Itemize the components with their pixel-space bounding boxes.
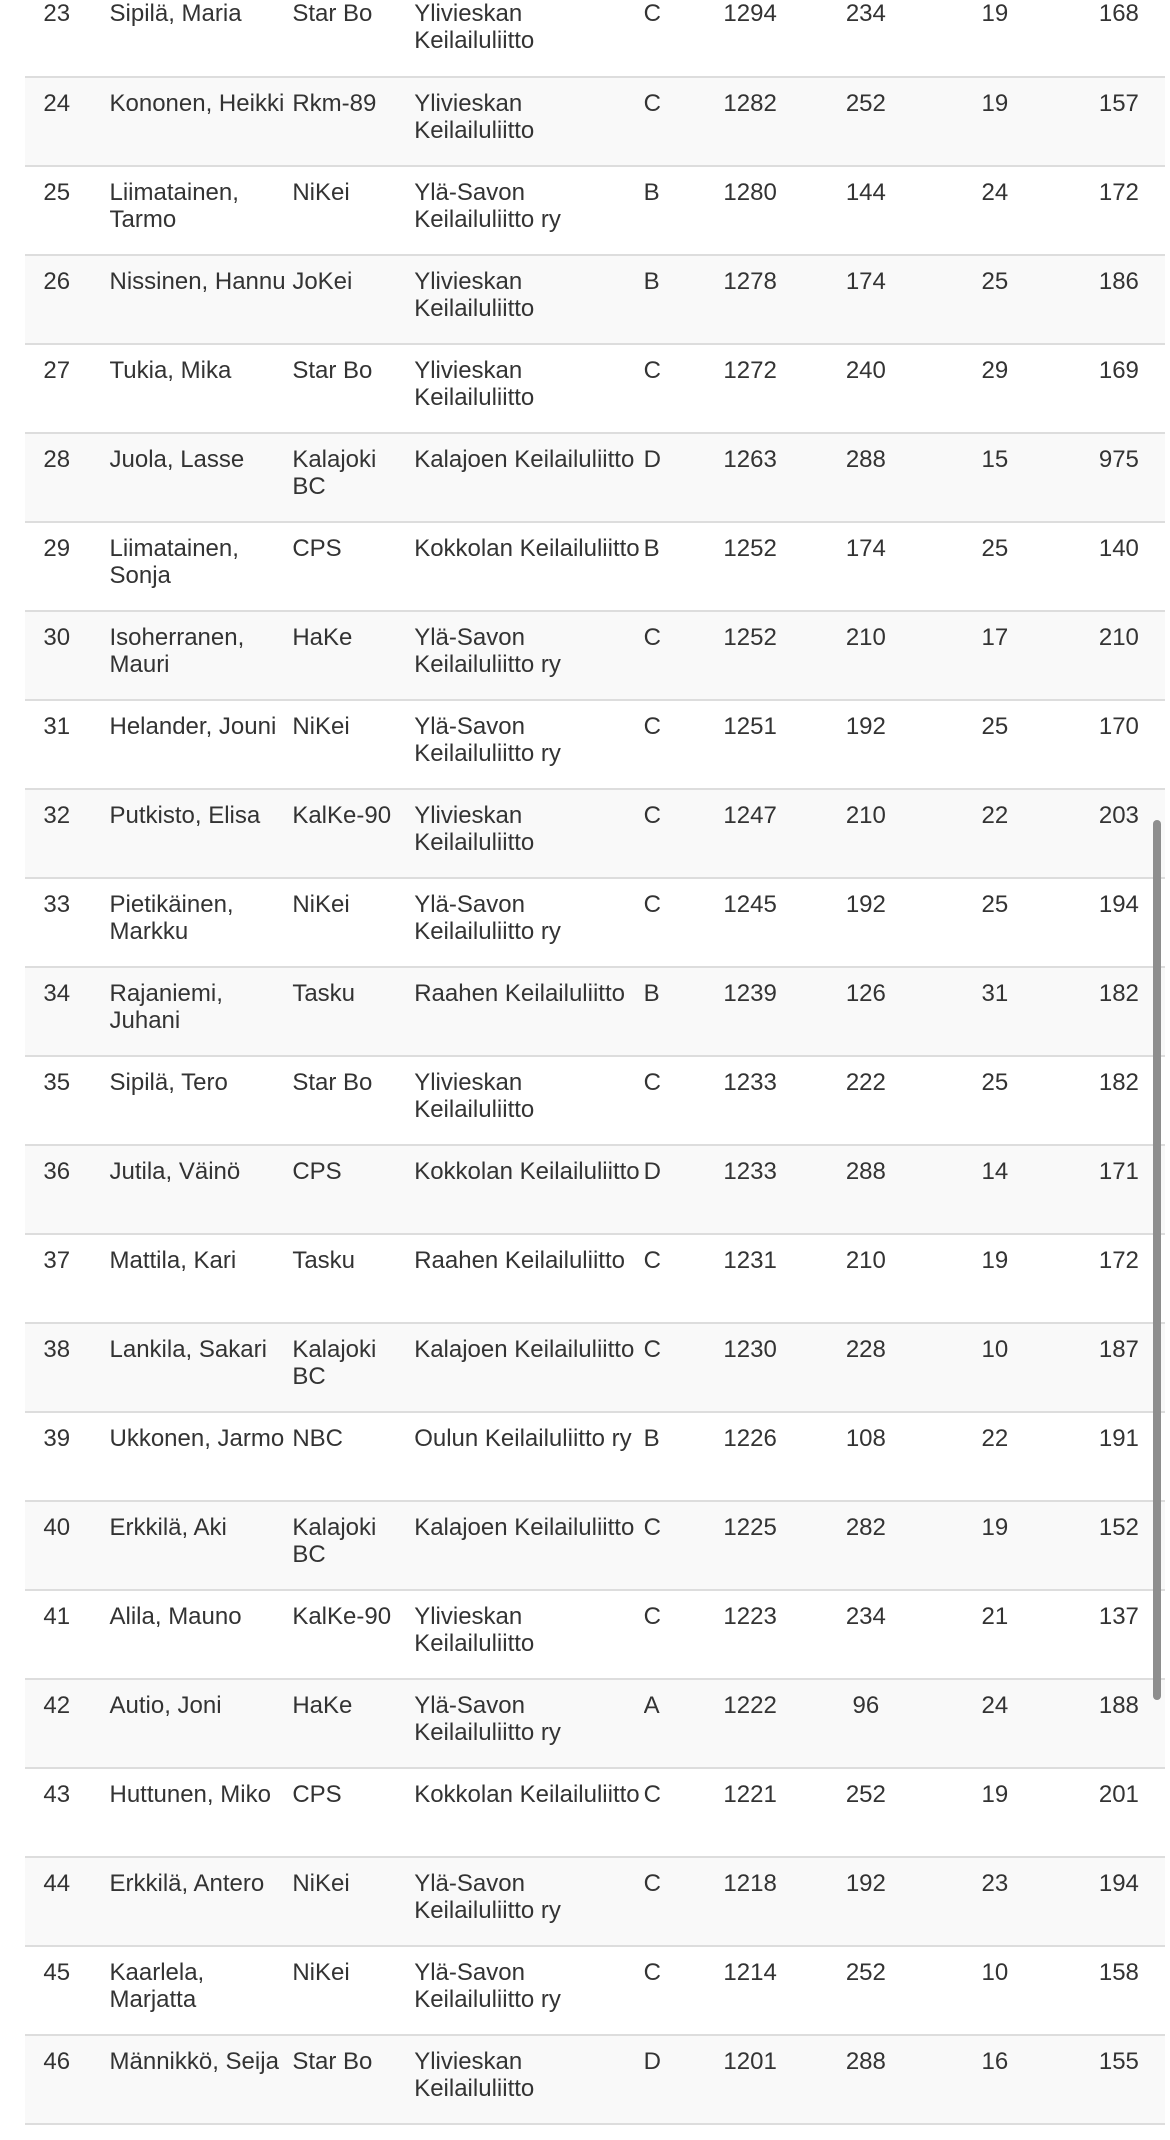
table-row bbox=[25, 77, 1165, 166]
best-score-cell: 210 bbox=[1098, 624, 1139, 651]
best-score-cell: 157 bbox=[1098, 90, 1139, 117]
total-score-cell: 1294 bbox=[723, 0, 777, 27]
table-row bbox=[25, 1857, 1165, 1946]
table-row bbox=[25, 1590, 1165, 1679]
games-cell: 25 bbox=[981, 268, 1009, 295]
total-score-cell: 1201 bbox=[723, 2048, 777, 2075]
association-cell: Ylivieskan Keilailuliitto bbox=[414, 357, 535, 411]
player-name-cell: Lankila, Sakari bbox=[109, 1336, 267, 1363]
handicap-cell: 126 bbox=[845, 980, 886, 1007]
games-cell: 22 bbox=[981, 1425, 1009, 1452]
handicap-cell: 192 bbox=[845, 891, 886, 918]
handicap-cell: 234 bbox=[845, 0, 886, 27]
class-cell: C bbox=[643, 1781, 661, 1808]
games-cell: 25 bbox=[981, 713, 1009, 740]
best-score-cell: 187 bbox=[1098, 1336, 1139, 1363]
player-name-cell: Kaarlela, Marjatta bbox=[109, 1959, 205, 2013]
class-cell: C bbox=[643, 1247, 661, 1274]
association-cell: Kalajoen Keilailuliitto bbox=[414, 1336, 635, 1363]
table-row bbox=[25, 344, 1165, 433]
total-score-cell: 1230 bbox=[723, 1336, 777, 1363]
table-row bbox=[25, 433, 1165, 522]
games-cell: 10 bbox=[981, 1336, 1009, 1363]
table-row bbox=[25, 1412, 1165, 1501]
total-score-cell: 1221 bbox=[723, 1781, 777, 1808]
games-cell: 21 bbox=[981, 1603, 1009, 1630]
player-name-cell: Putkisto, Elisa bbox=[109, 802, 261, 829]
best-score-cell: 203 bbox=[1098, 802, 1139, 829]
association-cell: Ylivieskan Keilailuliitto bbox=[414, 1603, 535, 1657]
rank-cell: 35 bbox=[43, 1069, 71, 1096]
association-cell: Kalajoen Keilailuliitto bbox=[414, 1514, 635, 1541]
games-cell: 24 bbox=[981, 179, 1009, 206]
total-score-cell: 1247 bbox=[723, 802, 777, 829]
club-cell: HaKe bbox=[292, 624, 353, 651]
total-score-cell: 1282 bbox=[723, 90, 777, 117]
handicap-cell: 282 bbox=[845, 1514, 886, 1541]
handicap-cell: 108 bbox=[845, 1425, 886, 1452]
club-cell: NiKei bbox=[292, 1870, 350, 1897]
rank-cell: 46 bbox=[43, 2048, 71, 2075]
handicap-cell: 288 bbox=[845, 446, 886, 473]
total-score-cell: 1252 bbox=[723, 535, 777, 562]
handicap-cell: 174 bbox=[845, 535, 886, 562]
class-cell: C bbox=[643, 1069, 661, 1096]
class-cell: C bbox=[643, 90, 661, 117]
rank-cell: 38 bbox=[43, 1336, 71, 1363]
table-row bbox=[25, 255, 1165, 344]
club-cell: KalKe-90 bbox=[292, 802, 392, 829]
rank-cell: 23 bbox=[43, 0, 71, 27]
total-score-cell: 1233 bbox=[723, 1069, 777, 1096]
games-cell: 19 bbox=[981, 1247, 1009, 1274]
rank-cell: 31 bbox=[43, 713, 71, 740]
association-cell: Ylivieskan Keilailuliitto bbox=[414, 90, 535, 144]
club-cell: Kalajoki BC bbox=[292, 1514, 377, 1568]
games-cell: 19 bbox=[981, 1514, 1009, 1541]
best-score-cell: 975 bbox=[1098, 446, 1139, 473]
club-cell: Star Bo bbox=[292, 357, 373, 384]
class-cell: C bbox=[643, 1336, 661, 1363]
association-cell: Ylä-Savon Keilailuliitto ry bbox=[414, 1959, 561, 2013]
player-name-cell: Alila, Mauno bbox=[109, 1603, 242, 1630]
player-name-cell: Erkkilä, Antero bbox=[109, 1870, 265, 1897]
total-score-cell: 1251 bbox=[723, 713, 777, 740]
best-score-cell: 191 bbox=[1098, 1425, 1139, 1452]
class-cell: A bbox=[643, 1692, 660, 1719]
table-row bbox=[25, 1323, 1165, 1412]
class-cell: C bbox=[643, 624, 661, 651]
rank-cell: 44 bbox=[43, 1870, 71, 1897]
player-name-cell: Liimatainen, Sonja bbox=[109, 535, 239, 589]
handicap-cell: 288 bbox=[845, 1158, 886, 1185]
class-cell: C bbox=[643, 0, 661, 27]
total-score-cell: 1214 bbox=[723, 1959, 777, 1986]
total-score-cell: 1223 bbox=[723, 1603, 777, 1630]
player-name-cell: Nissinen, Hannu bbox=[109, 268, 286, 295]
class-cell: C bbox=[643, 1514, 661, 1541]
handicap-cell: 96 bbox=[852, 1692, 880, 1719]
table-row bbox=[25, 789, 1165, 878]
rank-cell: 45 bbox=[43, 1959, 71, 1986]
club-cell: KalKe-90 bbox=[292, 1603, 392, 1630]
table-row bbox=[25, 1768, 1165, 1857]
total-score-cell: 1280 bbox=[723, 179, 777, 206]
best-score-cell: 201 bbox=[1098, 1781, 1139, 1808]
rank-cell: 24 bbox=[43, 90, 71, 117]
club-cell: CPS bbox=[292, 535, 342, 562]
handicap-cell: 222 bbox=[845, 1069, 886, 1096]
games-cell: 10 bbox=[981, 1959, 1009, 1986]
player-name-cell: Pietikäinen, Markku bbox=[109, 891, 234, 945]
player-name-cell: Autio, Joni bbox=[109, 1692, 222, 1719]
player-name-cell: Kononen, Heikki bbox=[109, 90, 285, 117]
best-score-cell: 182 bbox=[1098, 980, 1139, 1007]
total-score-cell: 1245 bbox=[723, 891, 777, 918]
rank-cell: 27 bbox=[43, 357, 71, 384]
table-row bbox=[25, 1946, 1165, 2035]
club-cell: CPS bbox=[292, 1158, 342, 1185]
best-score-cell: 137 bbox=[1098, 1603, 1139, 1630]
association-cell: Raahen Keilailuliitto bbox=[414, 980, 625, 1007]
player-name-cell: Rajaniemi, Juhani bbox=[109, 980, 223, 1034]
class-cell: C bbox=[643, 357, 661, 384]
class-cell: B bbox=[643, 535, 660, 562]
best-score-cell: 172 bbox=[1098, 1247, 1139, 1274]
games-cell: 22 bbox=[981, 802, 1009, 829]
table-row bbox=[25, 1501, 1165, 1590]
handicap-cell: 192 bbox=[845, 1870, 886, 1897]
table-row bbox=[25, 1145, 1165, 1234]
class-cell: C bbox=[643, 1959, 661, 1986]
association-cell: Raahen Keilailuliitto bbox=[414, 1247, 625, 1274]
best-score-cell: 155 bbox=[1098, 2048, 1139, 2075]
rank-cell: 36 bbox=[43, 1158, 71, 1185]
player-name-cell: Ukkonen, Jarmo bbox=[109, 1425, 285, 1452]
rank-cell: 25 bbox=[43, 179, 71, 206]
association-cell: Ylivieskan Keilailuliitto bbox=[414, 1069, 535, 1123]
games-cell: 19 bbox=[981, 0, 1009, 27]
club-cell: NiKei bbox=[292, 713, 350, 740]
player-name-cell: Liimatainen, Tarmo bbox=[109, 179, 239, 233]
class-cell: B bbox=[643, 179, 660, 206]
best-score-cell: 194 bbox=[1098, 1870, 1139, 1897]
best-score-cell: 188 bbox=[1098, 1692, 1139, 1719]
rank-cell: 42 bbox=[43, 1692, 71, 1719]
handicap-cell: 192 bbox=[845, 713, 886, 740]
handicap-cell: 174 bbox=[845, 268, 886, 295]
total-score-cell: 1231 bbox=[723, 1247, 777, 1274]
total-score-cell: 1222 bbox=[723, 1692, 777, 1719]
class-cell: B bbox=[643, 980, 660, 1007]
results-table-body bbox=[25, 0, 1165, 2124]
table-row bbox=[25, 1056, 1165, 1145]
best-score-cell: 186 bbox=[1098, 268, 1139, 295]
association-cell: Ylivieskan Keilailuliitto bbox=[414, 0, 535, 54]
club-cell: Tasku bbox=[292, 980, 356, 1007]
handicap-cell: 144 bbox=[845, 179, 886, 206]
best-score-cell: 169 bbox=[1098, 357, 1139, 384]
games-cell: 25 bbox=[981, 1069, 1009, 1096]
player-name-cell: Sipilä, Maria bbox=[109, 0, 242, 27]
association-cell: Ylivieskan Keilailuliitto bbox=[414, 802, 535, 856]
club-cell: Star Bo bbox=[292, 2048, 373, 2075]
class-cell: B bbox=[643, 1425, 660, 1452]
total-score-cell: 1225 bbox=[723, 1514, 777, 1541]
handicap-cell: 252 bbox=[845, 90, 886, 117]
best-score-cell: 182 bbox=[1098, 1069, 1139, 1096]
rank-cell: 30 bbox=[43, 624, 71, 651]
club-cell: Rkm-89 bbox=[292, 90, 377, 117]
best-score-cell: 171 bbox=[1098, 1158, 1139, 1185]
association-cell: Kokkolan Keilailuliitto bbox=[414, 1781, 640, 1808]
games-cell: 17 bbox=[981, 624, 1009, 651]
club-cell: Kalajoki BC bbox=[292, 1336, 377, 1390]
class-cell: C bbox=[643, 1603, 661, 1630]
games-cell: 16 bbox=[981, 2048, 1009, 2075]
best-score-cell: 152 bbox=[1098, 1514, 1139, 1541]
best-score-cell: 170 bbox=[1098, 713, 1139, 740]
player-name-cell: Juola, Lasse bbox=[109, 446, 245, 473]
table-row bbox=[25, 611, 1165, 700]
handicap-cell: 210 bbox=[845, 1247, 886, 1274]
player-name-cell: Sipilä, Tero bbox=[109, 1069, 228, 1096]
rank-cell: 39 bbox=[43, 1425, 71, 1452]
games-cell: 14 bbox=[981, 1158, 1009, 1185]
club-cell: JoKei bbox=[292, 268, 353, 295]
player-name-cell: Isoherranen, Mauri bbox=[109, 624, 245, 678]
total-score-cell: 1218 bbox=[723, 1870, 777, 1897]
rank-cell: 28 bbox=[43, 446, 71, 473]
games-cell: 19 bbox=[981, 1781, 1009, 1808]
table-row bbox=[25, 2035, 1165, 2124]
player-name-cell: Tukia, Mika bbox=[109, 357, 232, 384]
association-cell: Oulun Keilailuliitto ry bbox=[414, 1425, 632, 1452]
rank-cell: 41 bbox=[43, 1603, 71, 1630]
association-cell: Ylä-Savon Keilailuliitto ry bbox=[414, 713, 561, 767]
total-score-cell: 1252 bbox=[723, 624, 777, 651]
association-cell: Ylä-Savon Keilailuliitto ry bbox=[414, 891, 561, 945]
class-cell: B bbox=[643, 268, 660, 295]
club-cell: NiKei bbox=[292, 179, 350, 206]
games-cell: 24 bbox=[981, 1692, 1009, 1719]
rank-cell: 43 bbox=[43, 1781, 71, 1808]
association-cell: Ylivieskan Keilailuliitto bbox=[414, 2048, 535, 2102]
table-row bbox=[25, 967, 1165, 1056]
handicap-cell: 228 bbox=[845, 1336, 886, 1363]
club-cell: NiKei bbox=[292, 1959, 350, 1986]
total-score-cell: 1239 bbox=[723, 980, 777, 1007]
handicap-cell: 288 bbox=[845, 2048, 886, 2075]
best-score-cell: 168 bbox=[1098, 0, 1139, 27]
handicap-cell: 234 bbox=[845, 1603, 886, 1630]
club-cell: NBC bbox=[292, 1425, 343, 1452]
association-cell: Kokkolan Keilailuliitto bbox=[414, 535, 640, 562]
player-name-cell: Huttunen, Miko bbox=[109, 1781, 271, 1808]
rank-cell: 33 bbox=[43, 891, 71, 918]
results-table-container bbox=[25, 0, 1165, 2125]
association-cell: Ylä-Savon Keilailuliitto ry bbox=[414, 179, 561, 233]
rank-cell: 32 bbox=[43, 802, 71, 829]
total-score-cell: 1278 bbox=[723, 268, 777, 295]
class-cell: C bbox=[643, 891, 661, 918]
association-cell: Ylä-Savon Keilailuliitto ry bbox=[414, 624, 561, 678]
rank-cell: 40 bbox=[43, 1514, 71, 1541]
total-score-cell: 1233 bbox=[723, 1158, 777, 1185]
games-cell: 29 bbox=[981, 357, 1009, 384]
club-cell: Kalajoki BC bbox=[292, 446, 377, 500]
handicap-cell: 240 bbox=[845, 357, 886, 384]
games-cell: 31 bbox=[981, 980, 1009, 1007]
table-row bbox=[25, 166, 1165, 255]
association-cell: Ylivieskan Keilailuliitto bbox=[414, 268, 535, 322]
association-cell: Ylä-Savon Keilailuliitto ry bbox=[414, 1692, 561, 1746]
class-cell: D bbox=[643, 1158, 661, 1185]
total-score-cell: 1263 bbox=[723, 446, 777, 473]
rank-cell: 37 bbox=[43, 1247, 71, 1274]
vertical-scrollbar[interactable] bbox=[1153, 820, 1161, 1700]
games-cell: 19 bbox=[981, 90, 1009, 117]
club-cell: Star Bo bbox=[292, 0, 373, 27]
best-score-cell: 140 bbox=[1098, 535, 1139, 562]
handicap-cell: 210 bbox=[845, 624, 886, 651]
rank-cell: 34 bbox=[43, 980, 71, 1007]
games-cell: 23 bbox=[981, 1870, 1009, 1897]
club-cell: HaKe bbox=[292, 1692, 353, 1719]
best-score-cell: 172 bbox=[1098, 179, 1139, 206]
class-cell: D bbox=[643, 2048, 661, 2075]
total-score-cell: 1226 bbox=[723, 1425, 777, 1452]
table-row bbox=[25, 878, 1165, 967]
table-row bbox=[25, 1234, 1165, 1323]
games-cell: 15 bbox=[981, 446, 1009, 473]
class-cell: C bbox=[643, 802, 661, 829]
games-cell: 25 bbox=[981, 891, 1009, 918]
handicap-cell: 210 bbox=[845, 802, 886, 829]
rank-cell: 26 bbox=[43, 268, 71, 295]
handicap-cell: 252 bbox=[845, 1781, 886, 1808]
best-score-cell: 158 bbox=[1098, 1959, 1139, 1986]
player-name-cell: Mattila, Kari bbox=[109, 1247, 237, 1274]
association-cell: Kalajoen Keilailuliitto bbox=[414, 446, 635, 473]
results-table bbox=[25, 0, 1165, 2125]
player-name-cell: Männikkö, Seija bbox=[109, 2048, 279, 2075]
table-row bbox=[25, 522, 1165, 611]
club-cell: NiKei bbox=[292, 891, 350, 918]
player-name-cell: Jutila, Väinö bbox=[109, 1158, 241, 1185]
association-cell: Kokkolan Keilailuliitto bbox=[414, 1158, 640, 1185]
class-cell: C bbox=[643, 713, 661, 740]
player-name-cell: Erkkilä, Aki bbox=[109, 1514, 227, 1541]
table-row bbox=[25, 0, 1165, 77]
club-cell: CPS bbox=[292, 1781, 342, 1808]
table-row bbox=[25, 700, 1165, 789]
handicap-cell: 252 bbox=[845, 1959, 886, 1986]
player-name-cell: Helander, Jouni bbox=[109, 713, 277, 740]
best-score-cell: 194 bbox=[1098, 891, 1139, 918]
table-row bbox=[25, 1679, 1165, 1768]
association-cell: Ylä-Savon Keilailuliitto ry bbox=[414, 1870, 561, 1924]
games-cell: 25 bbox=[981, 535, 1009, 562]
total-score-cell: 1272 bbox=[723, 357, 777, 384]
class-cell: C bbox=[643, 1870, 661, 1897]
class-cell: D bbox=[643, 446, 661, 473]
club-cell: Tasku bbox=[292, 1247, 356, 1274]
club-cell: Star Bo bbox=[292, 1069, 373, 1096]
rank-cell: 29 bbox=[43, 535, 71, 562]
